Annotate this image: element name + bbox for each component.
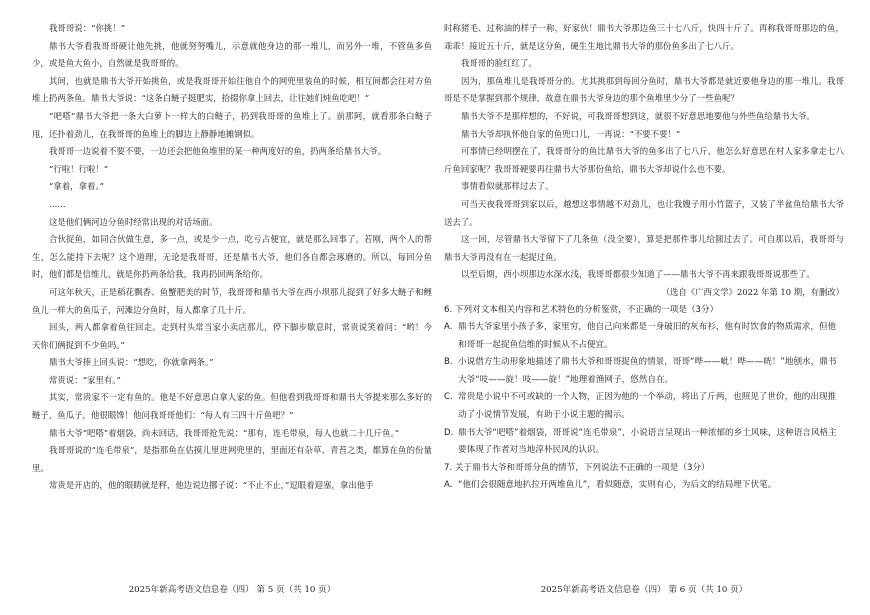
option-text: 常贵是小说中不可或缺的一个人物，正因为他的一个举动，将出了斤两，也照见了世价，他的出现推动了小说情节发展，有助于小说主题的揭示。 — [458, 392, 837, 421]
option-letter: A. — [444, 480, 453, 491]
paragraph: 常贵是开店的，他的眼睛就是秤，他边说边挪子说：“不止不止，”逗眼着迎塞，拿出他手 — [49, 480, 374, 491]
paragraph: 可事情已经明摆在了，我哥哥分的鱼比鼎书大爷的鱼多出了七八斤，他怎么好意思在村人家多拿走七八斤鱼回家呢？我哥哥硬要再往鼎书大爷那份鱼给，鼎书大爷却说什么也不要。 — [444, 146, 844, 174]
option-text: “他们会很随意地扒拉开两堆鱼儿”，看似随意，实则有心，为后文的结局埋下伏笔。 — [458, 480, 777, 491]
paragraph: 时称猪毛、过称油的样子一称，好家伙！鼎书大爷那边鱼三十七八斤，快四十斤了。再称我哥哥那边的鱼，乖乖！接近五十斤，就是这分鱼，硬生生地比鼎书大爷的那份鱼多出了七八斤。 — [444, 23, 844, 51]
paragraph: 鼎书大爷却执怀他自家的鱼兜口儿，一再说：“不要不要！” — [461, 128, 681, 139]
source-citation: （选自《广西文学》2022 年第 10 期，有删改） — [661, 286, 844, 297]
paragraph: 事情看似就那样过去了。 — [461, 181, 554, 192]
paragraph: 常贵说：“家里有。” — [49, 374, 121, 385]
paragraph: 鼎书大爷捧上回头说：“想吃，你就拿两条。” — [49, 357, 214, 368]
paragraph: 这是他们俩河边分鱼时经常出现的对话场面。 — [49, 216, 218, 227]
paragraph: 回头，两人都拿着鱼往回走。走到村头常当家小卖店那儿，停下脚步歇息时，常贵说笑着问：“哟！今天你们俩捉到不少鱼吗。” — [32, 322, 432, 350]
option-text: 鼎书大爷“吧嗒”着烟袋，哥哥说“连毛带泉”，小说语言呈现出一种浓郁的乡土风味，这种语言风格主要体现了作者对当地淳朴民风的认识。 — [458, 427, 837, 456]
option-letter: C. — [444, 392, 453, 403]
paragraph: 其实，常贵家不一定有鱼的。他是不好意思白拿人家的鱼。但他看到我哥哥和鼎书大爷提来那么多好的鲢子，鱼瓜子，他很眼馋！他问我哥哥他们：“每人有三四十斤鱼吧？” — [32, 392, 432, 421]
paragraph: 其间，也就是鼎书大爷开始挑鱼，或是我哥哥开始往他自个的网兜里装鱼的时候，相互间都会往对方鱼堆上扔两条鱼。鼎书大爷说：“这条白鲢子挺肥实，拾掇你拿上回去，让往她们炖鱼吃吧！” — [32, 75, 432, 104]
paragraph: 鼎书大爷“吧嗒”着烟袋，尚未回话，我哥哥抢先说：“那有，连毛带泉，每人也就二十几斤鱼。” — [49, 427, 400, 438]
paragraph: 我哥哥说的“连毛带泉”，是指那鱼在估摸儿里进网兜里的，里面还有杂草、青苔之类，都算在鱼的份量里。 — [32, 445, 432, 473]
paragraph: 以至后期，西小坝那边水深水浅，我哥哥都很少知道了——鼎书大爷不再来跟我哥哥说那些了。 — [461, 269, 815, 280]
paragraph: 鼎书大爷看我哥哥硬让他先挑，他就努努嘴儿，示意就他身边的那一堆儿，而另外一堆，不管鱼多鱼少，或是鱼大鱼小，自然就是我哥哥的。 — [32, 40, 432, 69]
option-letter: A. — [444, 322, 453, 333]
question-6-stem: 6. 下列对文本相关内容和艺术特色的分析鉴赏，不正确的一项是（3分） — [444, 304, 719, 315]
paragraph: 鼎书大爷不是那样想的，不好说，可我哥哥想到这，就很不好意思地要他与外些鱼给鼎书大爷。 — [461, 110, 815, 121]
paragraph: 这一回，尽管鼎书大爷留下了几条鱼（没全要），算是把那件事儿给圆过去了。可自那以后，我哥哥与鼎书大爷再没有在一起捉过鱼。 — [444, 234, 844, 262]
paragraph: 可当天夜我哥哥到家以后，越想这事情越不对劲儿，也让我嫂子用小竹篮子，又装了半盆鱼给鼎书大爷送去了。 — [444, 198, 844, 227]
option-letter: B. — [444, 357, 453, 368]
page-footer-right: 2025年新高考语文信息卷（四） 第 6 页（共 10 页） — [540, 585, 748, 595]
question-6-option-b — [444, 354, 844, 389]
paragraph: 因为，那鱼堆儿是我哥哥分的。尤其挑那到每回分鱼时，鼎书大爷都是就近要他身边的那一堆儿。我哥哥是不是掌握到那个规律，故意在鼎书大爷身边的那个鱼堆里少分了一些鱼呢？ — [444, 75, 844, 104]
option-text: 鼎书大爷家里小孩子多，家里穷，他自己向来都是一身破旧的灰布衫，他有时饮食的物质需求，但他和哥哥一起捉鱼信维的时候从不占便宜。 — [458, 322, 837, 350]
paragraph: 我哥哥一边说着不要不要，一边还会把他鱼堆里的某一种两度好的鱼，扔两条给鼎书大爷。 — [49, 146, 386, 157]
question-6-option-a — [444, 319, 844, 354]
paragraph: 我哥哥的脸红红了。 — [461, 58, 537, 69]
paragraph: “拿着，拿着。” — [49, 181, 105, 192]
option-text: 小说借方生动形象地描述了鼎书大爷和哥哥捉鱼的情景，哥哥“哗——呲！哗——咣！”地刨水，鼎书大爷“吱——旋！吱——旋！”地理着渔网子，悠然自在。 — [458, 357, 837, 385]
left-page — [32, 20, 432, 495]
paragraph: 可这年秋天，正是稻花飘香、鱼蟹肥美的时节，我哥哥和鼎书大爷在西小坝那儿捉到了好多大鲢子和鲤鱼儿一样大的鱼瓜子，河滩边分鱼时，每人都拿了几十斤。 — [32, 286, 432, 315]
option-letter: D. — [444, 427, 454, 438]
question-7-option-a — [444, 477, 844, 495]
paragraph: …… — [49, 198, 66, 209]
question-6-option-d — [444, 425, 844, 460]
page-footer-left: 2025年新高考语文信息卷（四） 第 5 页（共 10 页） — [128, 585, 336, 595]
question-6-option-c — [444, 389, 844, 424]
paragraph: “行啦！行啦！” — [49, 163, 109, 174]
paragraph: “吧嗒”鼎书大爷把一条大白萝卜一样大的白鲢子，扔到我哥哥的鱼堆上了。前那阿，就看那条白鲢子甩，还扑着劲儿，在我哥哥的鱼堆上的脚边上静静地摊钢似。 — [32, 110, 432, 139]
right-page — [444, 20, 844, 495]
paragraph: 合伙捉鱼，如同合伙做生意，多一点，或是少一点，吃亏占便宜，就是那么回事了。若刚，两个人的帮生，怎么能持下去呢？这个道理，无论是我哥哥，还是鼎书大爷，他们各自都会琢磨的。所以，每回分鱼时，他们都是信维儿，就是你扔两条给我，我再扔回两条给你。 — [32, 234, 432, 280]
question-7-stem: 7. 关于鼎书大爷和哥哥分鱼的情节，下列说法不正确的一项是（3分） — [444, 462, 710, 473]
paragraph: 我哥哥说：“你挑！” — [49, 23, 126, 33]
